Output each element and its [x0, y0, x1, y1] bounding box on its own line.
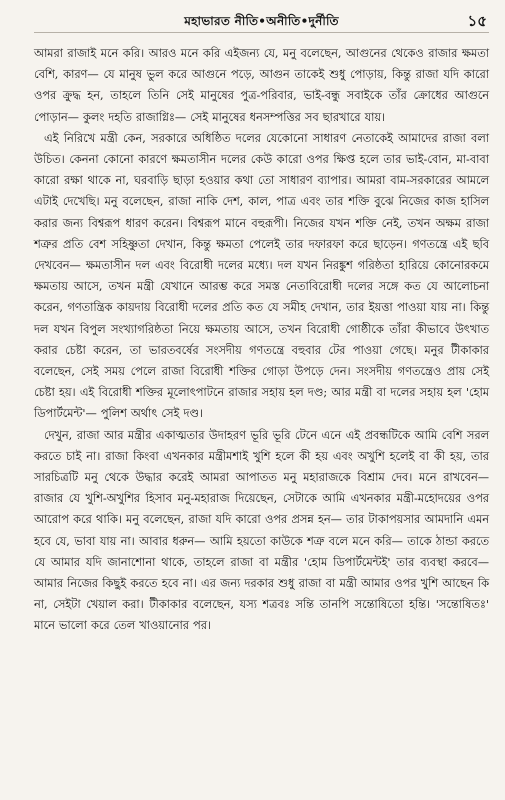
- paragraph-3: দেখুন, রাজা আর মন্ত্রীর একাত্মতার উদাহরণ ভূরি ভূরি টেনে এনে এই প্রবন্ধটিকে আমি বেশি সরল করতে চাই না। রাজা কিংবা এখনকার মন্ত্রীমশাই খুশি হলে কী হয় এবং অখুশি হলেই বা কী হয়, তার সারচিত্রটি মনু থেকে উদ্ধার করেই আমরা আপাতত মনু মহারাজকে বিশ্রাম দেব। মনে রাখবেন— রাজার যে খুশি-অখুশির হিসাব মনু-মহারাজ দিয়েছেন, সেটাকে আমি এখনকার মন্ত্রী-মহোদয়ের ওপর আরোপ করে থাকি। মনু বলেছেন, রাজা যদি কারো ওপর প্রসন্ন হন— তার টাকাপয়সার আমদানি এমন হবে যে, ভাবা যায় না। আবার ধরুন— আমি হয়তো কাউকে শত্রু বলে মনে করি— তাকে ঠান্ডা করতে যে আমার যদি জানাশোনা থাকে, তাহলে রাজা বা মন্ত্রীর 'হোম ডিপার্টমেন্টই' তার ব্যবস্থা করবে— আমার নিজের কিছুই করতে হবে না। এর জন্য দরকার শুধু রাজা বা মন্ত্রী আমার ওপর খুশি আছেন কি না, সেইটা খেয়াল করা। টীকাকার বলেছেন, যস্য শত্রবঃ সন্তি তানপি সন্তোষিতো হন্তি। 'সন্তোষিতঃ' মানে ভালো করে তেল খাওয়ানোর পর।: [34, 428, 489, 633]
- paragraph-1: আমরা রাজাই মনে করি। আরও মনে করি এইজন্য যে, মনু বলেছেন, আগুনের থেকেও রাজার ক্ষমতা বেশি, কারণ— যে মানুষ ভুল করে আগুনে পড়ে, আগুন তাকেই শুধু পোড়ায়, কিন্তু রাজা যদি কারো ওপর ক্রুদ্ধ হন, তাহলে তিনি সেই মানুষের পুত্র-পরিবার, ভাই-বন্ধু সবাইকে তাঁর ক্রোধের আগুনে পোড়ান— কুলং দহতি রাজাগ্নিঃ— সেই মানুষের ধনসম্পত্তির সব ছারখারে যায়।: [34, 47, 489, 124]
- page-number: ১৫: [467, 12, 487, 30]
- body-text: [34, 43, 489, 637]
- header-title: মহাভারত নীতি•অনীতি•দুর্নীতি: [184, 14, 339, 28]
- paragraph-2: এই নিরিখে মন্ত্রী কেন, সরকারে অধিষ্ঠিত দলের যেকোনো সাধারণ নেতাকেই আমাদের রাজা বলা উচিত। কেননা কোনো কারণে ক্ষমতাসীন দলের কেউ কারো ওপর ক্ষিপ্ত হলে তার ভাই-বোন, মা-বাবা কারো রক্ষা থাকে না, ঘরবাড়ি ছাড়া হওয়ার কথা তো সাধারণ ব্যাপার। আমরা বাম-সরকারের আমলে এটাই দেখেছি। মনু বলেছেন, রাজা নাকি দেশ, কাল, পাত্র এবং তার শক্তি বুঝে নিজের কাজ হাসিল করার জন্য বিশ্বরূপ ধারণ করেন। বিশ্বরূপ মানে বহুরূপী। নিজের যখন শক্তি নেই, তখন অক্ষম রাজা শত্রুর প্রতি বেশ সহিষ্ণুতা দেখান, কিন্তু ক্ষমতা পেলেই তার দফারফা করে ছাড়েন। গণতন্ত্রে এই ছবি দেখবেন— ক্ষমতাসীন দল এবং বিরোধী দলের মধ্যে। দল যখন নিরঙ্কুশ গরিষ্ঠতা হারিয়ে কোনোরকমে ক্ষমতায় আসে, তখন মন্ত্রী যেখানে আরম্ভ করে সমস্ত নেতাবিরোধী দলের সঙ্গে কত যে আলোচনা করেন, গণতান্ত্রিক কায়দায় বিরোধী দলের প্রতি কত যে সমীহ দেখান, তার ইয়ত্তা পাওয়া যায় না। কিন্তু দল যখন বিপুল সংখ্যাগরিষ্ঠতা নিয়ে ক্ষমতায় আসে, তখন বিরোধী গোষ্ঠীকে তাঁরা কীভাবে উৎখাত করার চেষ্টা করেন, তা ভারতবর্ষের সংসদীয় গণতন্ত্রে বহুবার টের পাওয়া গেছে। মনুর টীকাকার বলেছেন, সেই সময় পেলে রাজা বিরোধী শক্তির গোড়া উপড়ে দেন। সংসদীয় গণতন্ত্রেও প্রায় সেই চেষ্টা হয়। এই বিরোধী শক্তির মূলোৎপাটনে রাজার সহায় হল দণ্ড; আর মন্ত্রী বা দলের সহায় হল 'হোম ডিপার্টমেন্ট'— পুলিশ অর্থাৎ সেই দণ্ড।: [34, 131, 489, 421]
- running-header: [34, 10, 489, 33]
